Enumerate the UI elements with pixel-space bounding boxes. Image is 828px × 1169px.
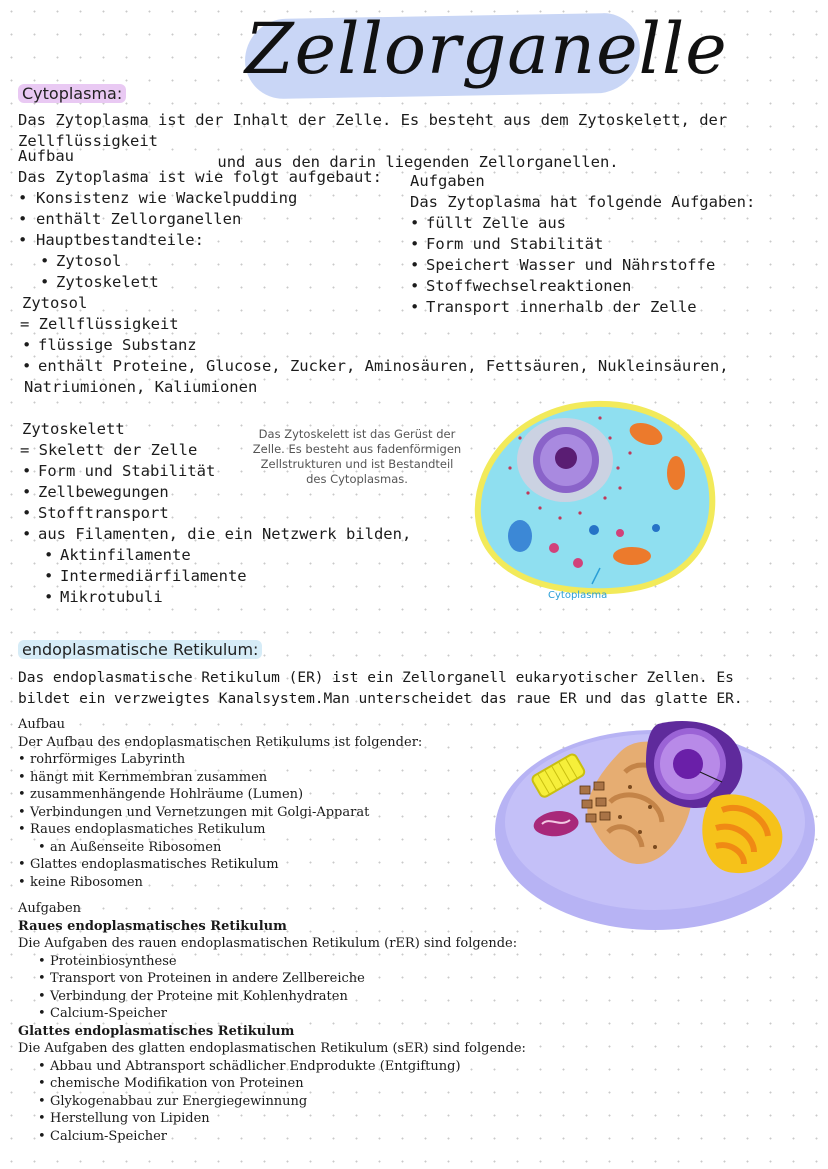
list-item: • Form und Stabilität (22, 461, 422, 482)
page-title: Zellorganelle (245, 8, 728, 90)
zytosol-section (22, 293, 812, 398)
list-item: • Stofftransport (22, 503, 422, 524)
er-intro (18, 668, 818, 710)
rer-heading: Raues endoplasmatisches Retikulum (18, 918, 287, 934)
list-subitem: • Mikrotubuli (22, 587, 422, 608)
list-item: • Glattes endoplasmatisches Retikulum (18, 856, 498, 874)
cytoplasma-heading (18, 84, 126, 103)
title-banner (245, 6, 728, 102)
ser-lead: Die Aufgaben des glatten endoplasmatischen Retikulum (sER) sind folgende: (18, 1041, 526, 1056)
zytosol-list (22, 335, 812, 377)
list-item: • Verbindung der Proteine mit Kohlenhydraten (18, 988, 638, 1006)
rer-list (18, 953, 638, 1023)
list-item: • Herstellung von Lipiden (18, 1110, 638, 1128)
list-item: • Verbindungen und Vernetzungen mit Golgi-Apparat (18, 804, 498, 822)
list-item: • Hauptbestandteile: (18, 230, 398, 251)
list-item: • Speichert Wasser und Nährstoffe (410, 255, 820, 276)
list-item: • zusammenhängende Hohlräume (Lumen) (18, 786, 498, 804)
rer-lead: Die Aufgaben des rauen endoplasmatischen Retikulum (rER) sind folgende: (18, 936, 518, 951)
list-item: • Zellbewegungen (22, 482, 422, 503)
list-subitem: • Intermediärfilamente (22, 566, 422, 587)
zytoskelett-definition: = Skelett der Zelle (20, 441, 198, 459)
list-item: • Stoffwechselreaktionen (410, 276, 820, 297)
zytoskelett-heading: Zytoskelett (22, 420, 125, 438)
er-aufgaben-heading: Aufgaben (18, 901, 82, 916)
ser-list (18, 1058, 638, 1146)
er-intro-line-2: bildet ein verzweigtes Kanalsystem.Man unterscheidet das raue ER und das glatte ER. (18, 691, 743, 707)
aufbau-list (18, 188, 398, 293)
zytosol-heading: Zytosol (22, 294, 88, 312)
zytosol-continuation: Natriumionen, Kaliumionen (24, 378, 258, 396)
ser-heading: Glattes endoplasmatisches Retikulum (18, 1023, 295, 1039)
list-subitem: • Zytoskelett (18, 272, 398, 293)
er-cell-illustration (490, 712, 820, 937)
list-item: • enthält Proteine, Glucose, Zucker, Aminosäuren, Fettsäuren, Nukleinsäuren, (22, 356, 812, 377)
er-aufbau (18, 716, 498, 891)
cytoplasma-figure-label: Cytoplasma (548, 590, 608, 601)
cytoplasma-aufbau (18, 146, 398, 293)
list-item: • Abbau und Abtransport schädlicher Endprodukte (Entgiftung) (18, 1058, 638, 1076)
list-item: • aus Filamenten, die ein Netzwerk bilden, (22, 524, 422, 545)
caption-line: Das Zytoskelett ist das Gerüst der (258, 427, 456, 441)
er-heading (18, 640, 262, 659)
aufbau-heading: Aufbau (18, 147, 74, 165)
aufbau-lead: Das Zytoplasma ist wie folgt aufgebaut: (18, 168, 382, 186)
zytoskelett-caption (237, 427, 477, 487)
caption-line: des Cytoplasmas. (306, 472, 408, 486)
list-subitem: • an Außenseite Ribosomen (18, 839, 498, 857)
list-item: • flüssige Substanz (22, 335, 812, 356)
list-item: • keine Ribosomen (18, 874, 498, 892)
er-intro-line-1: Das endoplasmatische Retikulum (ER) ist ein Zellorganell eukaryotischer Zellen. Es (18, 670, 734, 686)
list-subitem: • Aktinfilamente (22, 545, 422, 566)
er-aufbau-heading: Aufbau (18, 717, 66, 732)
list-item: • Form und Stabilität (410, 234, 820, 255)
list-item: • rohrförmiges Labyrinth (18, 751, 498, 769)
caption-line: Zelle. Es besteht aus fadenförmigen (252, 442, 462, 456)
list-item: • füllt Zelle aus (410, 213, 820, 234)
list-item: • Raues endoplasmatiches Retikulum (18, 821, 498, 839)
intro-line-2: und aus den darin liegenden Zellorganellen. (217, 153, 619, 171)
list-item: • chemische Modifikation von Proteinen (18, 1075, 638, 1093)
cell-cytoplasm-illustration (470, 398, 720, 608)
list-item: • hängt mit Kernmembran zusammen (18, 769, 498, 787)
er-heading-text: endoplasmatische Retikulum: (18, 640, 262, 659)
list-item: • Konsistenz wie Wackelpudding (18, 188, 398, 209)
cytoplasma-heading-text: Cytoplasma: (18, 84, 126, 103)
list-item: • enthält Zellorganellen (18, 209, 398, 230)
list-item: • Calcium-Speicher (18, 1128, 638, 1146)
zytosol-definition: = Zellflüssigkeit (20, 315, 179, 333)
list-item: • Proteinbiosynthese (18, 953, 638, 971)
aufgaben-lead: Das Zytoplasma hat folgende Aufgaben: (410, 193, 756, 211)
list-item: • Transport innerhalb der Zelle (410, 297, 820, 318)
list-subitem: • Zytosol (18, 251, 398, 272)
list-item: • Transport von Proteinen in andere Zellbereiche (18, 970, 638, 988)
er-aufbau-lead: Der Aufbau des endoplasmatischen Retikulums ist folgender: (18, 734, 423, 750)
list-item: • Calcium-Speicher (18, 1005, 638, 1023)
er-aufbau-list (18, 751, 498, 891)
caption-line: Zellstrukturen und ist Bestandteil (260, 457, 454, 471)
intro-line-1: Das Zytoplasma ist der Inhalt der Zelle. Es besteht aus dem Zytoskelett, der Zellflüssigkeit (18, 111, 728, 150)
aufgaben-heading: Aufgaben (410, 172, 485, 190)
list-item: • Glykogenabbau zur Energiegewinnung (18, 1093, 638, 1111)
